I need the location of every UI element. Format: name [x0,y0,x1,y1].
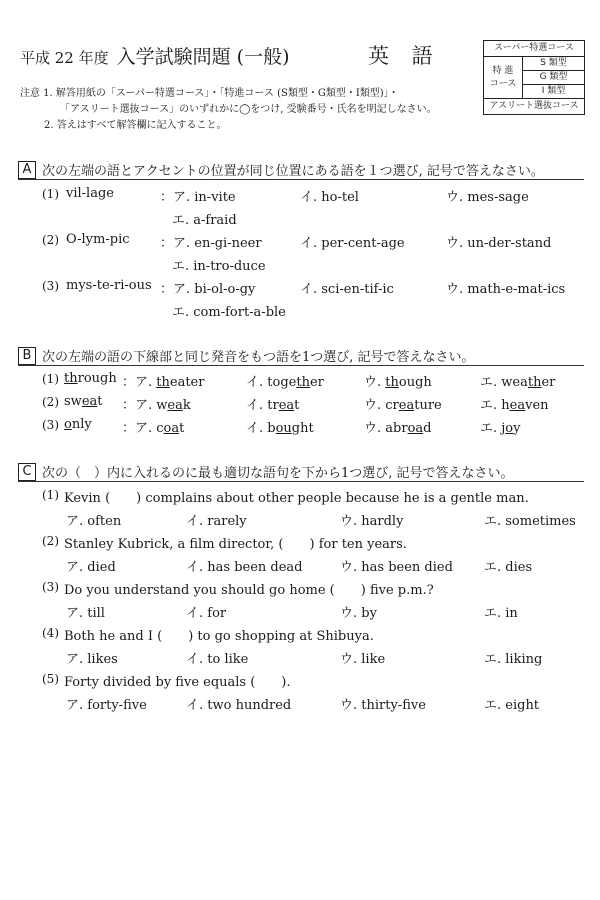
c3-choice-b: イ. for [186,606,227,621]
note-line-3: 2. 答えはすべて解答欄に記入すること。 [44,120,227,131]
a1-choice-c: ウ. mes-sage [446,190,529,205]
course-athlete[interactable]: アスリート選抜コース [489,101,579,111]
a3-num: (3) [42,279,59,293]
section-b-letter: B [18,347,36,365]
a3-choice-b: イ. sci-en-tif-ic [300,282,394,297]
c5-num: (5) [42,672,59,686]
c2-choice-d: エ. dies [484,560,533,575]
course-box [483,40,585,115]
b3-choice-b: イ. bought [246,421,314,436]
b3-choice-d: エ. joy [480,421,521,436]
b1-choice-b: イ. together [246,375,324,390]
section-c-rule [18,481,584,482]
a2-choice-d: エ. in-tro-duce [172,259,266,274]
course-tokushin-label: 特 進 コース [484,57,523,98]
course-type-s[interactable]: S 類型 [523,57,584,71]
a1-choice-a: ：ア. in-vite [160,190,236,205]
b3-num: (3) [42,418,59,432]
section-a-letter: A [18,161,36,179]
course-super[interactable]: スーパー特選コース [484,41,584,57]
b2-word: sweat [64,394,103,409]
a3-choice-c: ウ. math-e-mat-ics [446,282,566,297]
b2-choice-b: イ. treat [246,398,300,413]
b1-num: (1) [42,372,59,386]
b1-choice-a: ：ア. theater [122,375,205,390]
a2-choice-b: イ. per-cent-age [300,236,405,251]
b1-choice-c: ウ. though [364,375,432,390]
note-line-2: 「アスリート選抜コース」のいずれかに◯をつけ, 受験番号・氏名を明記しなさい。 [60,104,437,115]
b2-choice-d: エ. heaven [480,398,549,413]
c4-choice-c: ウ. like [340,652,386,667]
b2-num: (2) [42,395,59,409]
c4-num: (4) [42,626,59,640]
c3-num: (3) [42,580,59,594]
c5-choice-d: エ. eight [484,698,540,713]
section-c-heading [18,462,514,481]
c5-choice-c: ウ. thirty-five [340,698,426,713]
c1-choice-a: ア. often [66,514,122,529]
c4-question: Both he and I ( ) to go shopping at Shibuya. [64,629,374,644]
section-a-instruction: 次の左端の語とアクセントの位置が同じ位置にある語を１つ選び, 記号で答えなさい。 [42,164,544,179]
exam-year: 平成 22 年度 [20,49,109,67]
c2-choice-c: ウ. has been died [340,560,453,575]
a2-word: O-lym-pic [66,232,130,247]
b3-word: only [64,417,92,432]
c4-choice-b: イ. to like [186,652,249,667]
b2-choice-c: ウ. creature [364,398,442,413]
c3-choice-c: ウ. by [340,606,377,621]
note-line-1: 注意 1. 解答用紙の「スーパー特選コース」・「特進コース (S類型・G類型・I類型)」・ [20,88,399,99]
b3-choice-a: ：ア. coat [122,421,185,436]
c2-num: (2) [42,534,59,548]
c3-choice-a: ア. till [66,606,105,621]
a2-choice-c: ウ. un-der-stand [446,236,552,251]
a2-num: (2) [42,233,59,247]
c2-choice-b: イ. has been dead [186,560,303,575]
c4-choice-d: エ. liking [484,652,543,667]
b2-choice-a: ：ア. weak [122,398,191,413]
c1-choice-b: イ. rarely [186,514,247,529]
c3-question: Do you understand you should go home ( ) five p.m.? [64,583,434,598]
c2-choice-a: ア. died [66,560,116,575]
c1-choice-d: エ. sometimes [484,514,576,529]
a1-num: (1) [42,187,59,201]
exam-name: 入学試験問題 (一般) [116,46,290,68]
b1-choice-d: エ. weather [480,375,556,390]
c2-question: Stanley Kubrick, a film director, ( ) for ten years. [64,537,407,552]
subject-title: 英 語 [368,44,441,68]
c5-choice-a: ア. forty-five [66,698,147,713]
c5-question: Forty divided by five equals ( ). [64,675,291,690]
a1-word: vil-lage [66,186,114,201]
b1-word: through [64,371,117,386]
c3-choice-d: エ. in [484,606,518,621]
section-a-heading [18,160,544,179]
c1-question: Kevin ( ) complains about other people because he is a gentle man. [64,491,529,506]
section-c-letter: C [18,463,36,481]
a3-word: mys-te-ri-ous [66,278,152,293]
b3-choice-c: ウ. abroad [364,421,432,436]
notes [20,86,437,134]
section-b-rule [18,365,584,366]
c5-choice-b: イ. two hundred [186,698,292,713]
a2-choice-a: ：ア. en-gi-neer [160,236,262,251]
section-c-instruction: 次の（ ）内に入れるのに最も適切な語句を下から1つ選び, 記号で答えなさい。 [42,466,514,481]
section-b-heading [18,346,475,365]
course-type-i[interactable]: I 類型 [541,86,566,96]
section-a-rule [18,179,584,180]
c1-num: (1) [42,488,59,502]
a3-choice-d: エ. com-fort-a-ble [172,305,286,320]
a1-choice-d: エ. a-fraid [172,213,237,228]
c4-choice-a: ア. likes [66,652,118,667]
a1-choice-b: イ. ho-tel [300,190,359,205]
a3-choice-a: ：ア. bi-ol-o-gy [160,282,256,297]
exam-title [20,42,290,69]
c1-choice-c: ウ. hardly [340,514,404,529]
course-type-g[interactable]: G 類型 [523,71,584,85]
section-b-instruction: 次の左端の語の下線部と同じ発音をもつ語を1つ選び, 記号で答えなさい。 [42,350,475,365]
